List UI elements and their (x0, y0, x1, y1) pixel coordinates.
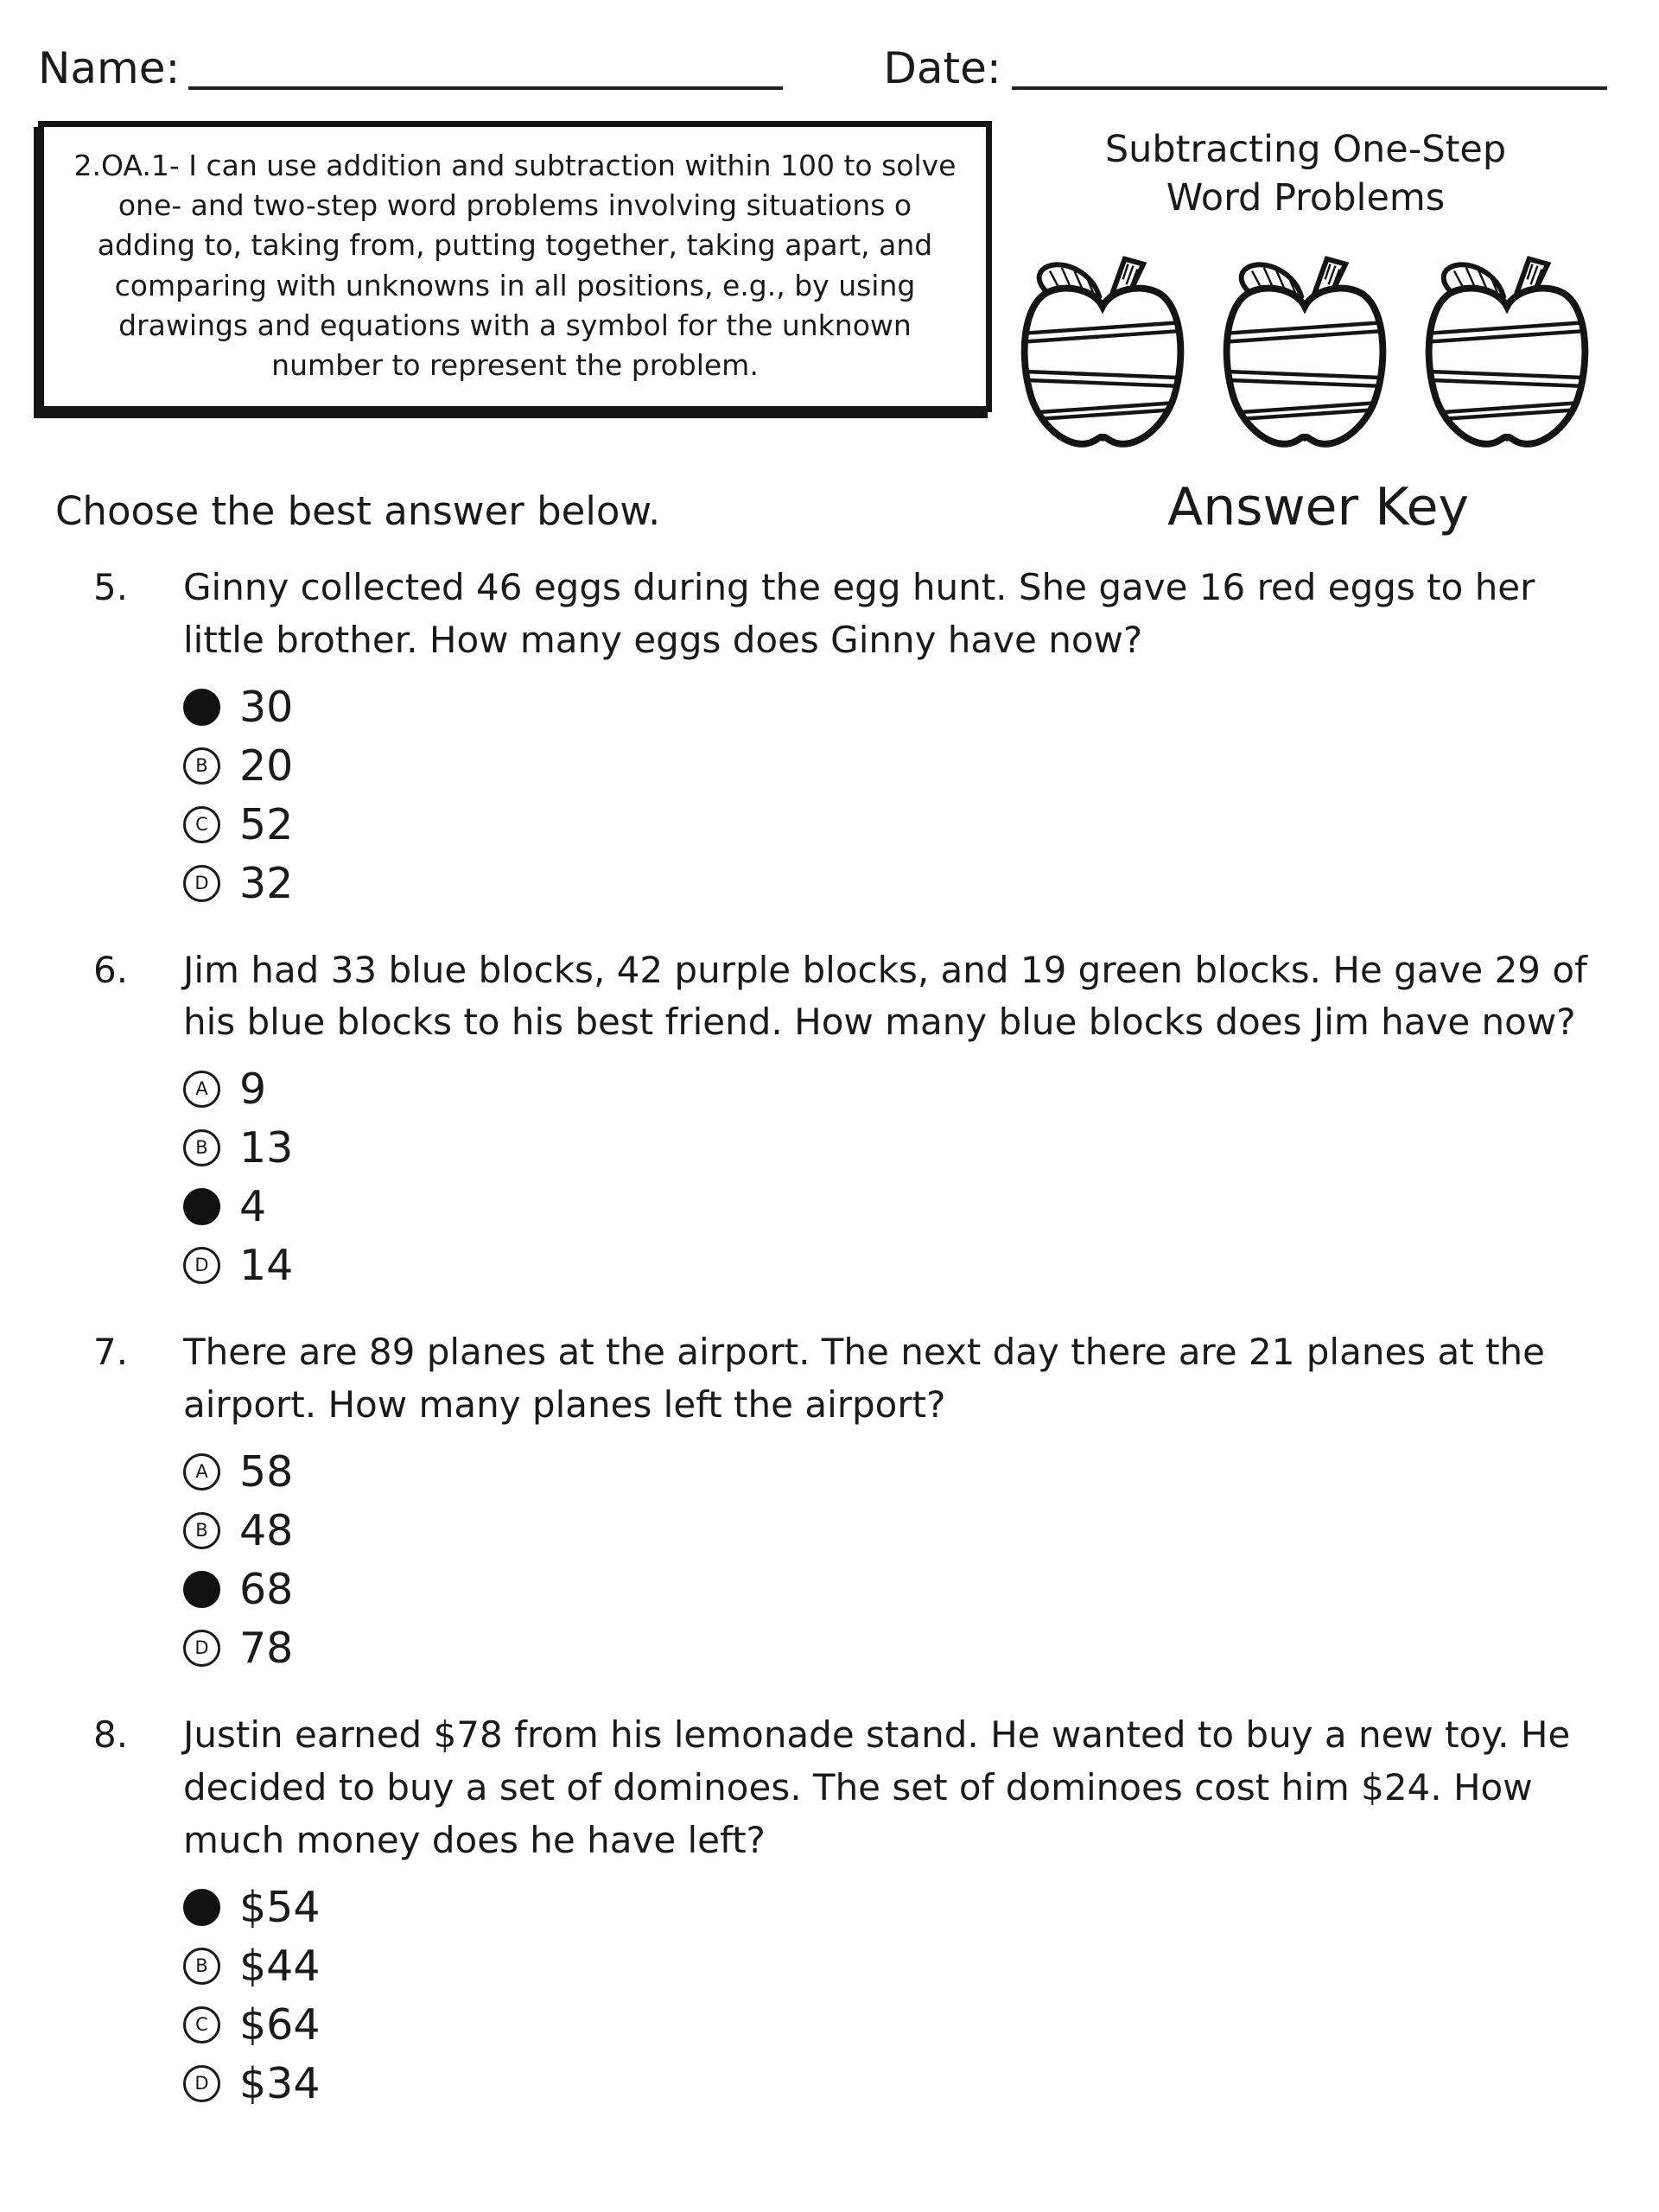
answer-key-label: Answer Key (1167, 476, 1469, 537)
answer-choice[interactable] (183, 858, 1592, 908)
standard-description-box (38, 121, 992, 412)
choice-value: 20 (239, 741, 294, 791)
choice-value: 13 (239, 1123, 294, 1173)
choice-bubble-filled[interactable] (183, 689, 220, 726)
question (38, 1709, 1607, 2108)
date-label: Date: (883, 43, 1001, 93)
striped-apple-icon (1014, 245, 1193, 458)
standard-line: comparing with unknowns in all positions, e.g., by using (114, 268, 916, 302)
answer-choice[interactable] (183, 1241, 1592, 1291)
choice-bubble[interactable]: C (183, 806, 220, 843)
header (38, 40, 1607, 93)
choice-bubble[interactable]: D (183, 1247, 220, 1284)
choices (183, 1447, 1592, 1674)
choice-value: 68 (239, 1565, 294, 1615)
answer-choice[interactable] (183, 1447, 1592, 1497)
choice-bubble[interactable]: B (183, 1948, 220, 1985)
worksheet-title-line2: Word Problems (1166, 175, 1446, 219)
answer-choice[interactable] (183, 1882, 1592, 1932)
question-number: 6. (93, 948, 129, 991)
question-body (183, 562, 1592, 908)
question-number: 5. (93, 565, 129, 608)
date-blank-line[interactable] (1012, 40, 1607, 90)
choice-bubble[interactable]: A (183, 1453, 220, 1491)
choice-bubble[interactable]: A (183, 1071, 220, 1108)
instructions-text: Choose the best answer below. (55, 487, 661, 534)
answer-choice[interactable] (183, 1506, 1592, 1556)
choice-value: 9 (239, 1065, 267, 1115)
choice-value: $34 (239, 2058, 321, 2108)
answer-choice[interactable] (183, 1999, 1592, 2050)
choice-bubble[interactable]: B (183, 747, 220, 785)
choices (183, 682, 1592, 908)
question-text: Jim had 33 blue blocks, 42 purple blocks, and 19 green blocks. He gave 29 of his blue blocks to his best friend. How many blue blocks does Jim have now? (183, 948, 1587, 1044)
top-content-row (38, 121, 1607, 458)
choice-value: 78 (239, 1624, 294, 1674)
question-number: 7. (93, 1331, 129, 1374)
choices (183, 1065, 1592, 1291)
striped-apple-icon (1216, 245, 1395, 458)
question-number: 8. (93, 1713, 129, 1757)
striped-apple-icon (1418, 245, 1598, 458)
standard-line: adding to, taking from, putting together, taking apart, and (97, 228, 933, 263)
choice-value: 58 (239, 1447, 294, 1497)
choice-value: 52 (239, 799, 294, 849)
choice-value: 4 (239, 1182, 267, 1232)
question (38, 944, 1607, 1291)
answer-choice[interactable] (183, 1123, 1592, 1173)
answer-choice[interactable] (183, 1565, 1592, 1615)
choice-value: 14 (239, 1241, 294, 1291)
answer-choice[interactable] (183, 1182, 1592, 1232)
worksheet-title-line1: Subtracting One-Step (1104, 128, 1507, 171)
choice-value: $44 (239, 1941, 321, 1991)
question (38, 562, 1607, 908)
standard-line: drawings and equations with a symbol for the unknown (118, 308, 912, 342)
choice-value: $54 (239, 1882, 321, 1932)
choices (183, 1882, 1592, 2108)
question-text: Justin earned $78 from his lemonade stand. He wanted to buy a new toy. He decided to buy a set of dominoes. The set of dominoes cost him $24. How much money does he have left? (183, 1713, 1571, 1861)
answer-choice[interactable] (183, 1624, 1592, 1674)
name-label: Name: (38, 43, 181, 93)
instructions-row (38, 477, 1607, 537)
answer-choice[interactable] (183, 741, 1592, 791)
question-body (183, 944, 1592, 1291)
choice-bubble[interactable]: D (183, 1630, 220, 1667)
question-text: There are 89 planes at the airport. The next day there are 21 planes at the airport. How many planes left the airport? (183, 1331, 1546, 1427)
name-blank-line[interactable] (188, 40, 783, 90)
choice-value: 32 (239, 858, 294, 908)
choice-bubble[interactable]: C (183, 2006, 220, 2044)
worksheet-title (1105, 126, 1506, 223)
choice-bubble-filled[interactable] (183, 1188, 220, 1225)
questions-list (38, 562, 1607, 2108)
choice-bubble-filled[interactable] (183, 1889, 220, 1926)
standard-line: 2.OA.1- I can use addition and subtraction within 100 to solve (73, 149, 957, 182)
apple-clipart-row (1014, 245, 1598, 458)
standard-line: one- and two-step word problems involving situations o (118, 188, 912, 223)
question-body (183, 1326, 1592, 1674)
answer-choice[interactable] (183, 1065, 1592, 1115)
choice-value: $64 (239, 1999, 321, 2050)
question-text: Ginny collected 46 eggs during the egg hunt. She gave 16 red eggs to her little brother. How many eggs does Ginny have now? (183, 565, 1535, 661)
answer-choice[interactable] (183, 799, 1592, 849)
title-column (1004, 121, 1607, 458)
choice-bubble[interactable]: B (183, 1512, 220, 1549)
question-body (183, 1709, 1592, 2108)
standard-line: number to represent the problem. (271, 347, 759, 382)
choice-bubble-filled[interactable] (183, 1571, 220, 1608)
question (38, 1326, 1607, 1674)
answer-choice[interactable] (183, 2058, 1592, 2108)
answer-choice[interactable] (183, 682, 1592, 732)
choice-bubble[interactable]: D (183, 865, 220, 902)
choice-value: 30 (239, 682, 294, 732)
choice-value: 48 (239, 1506, 294, 1556)
choice-bubble[interactable]: B (183, 1129, 220, 1166)
choice-bubble[interactable]: D (183, 2065, 220, 2102)
answer-choice[interactable] (183, 1941, 1592, 1991)
